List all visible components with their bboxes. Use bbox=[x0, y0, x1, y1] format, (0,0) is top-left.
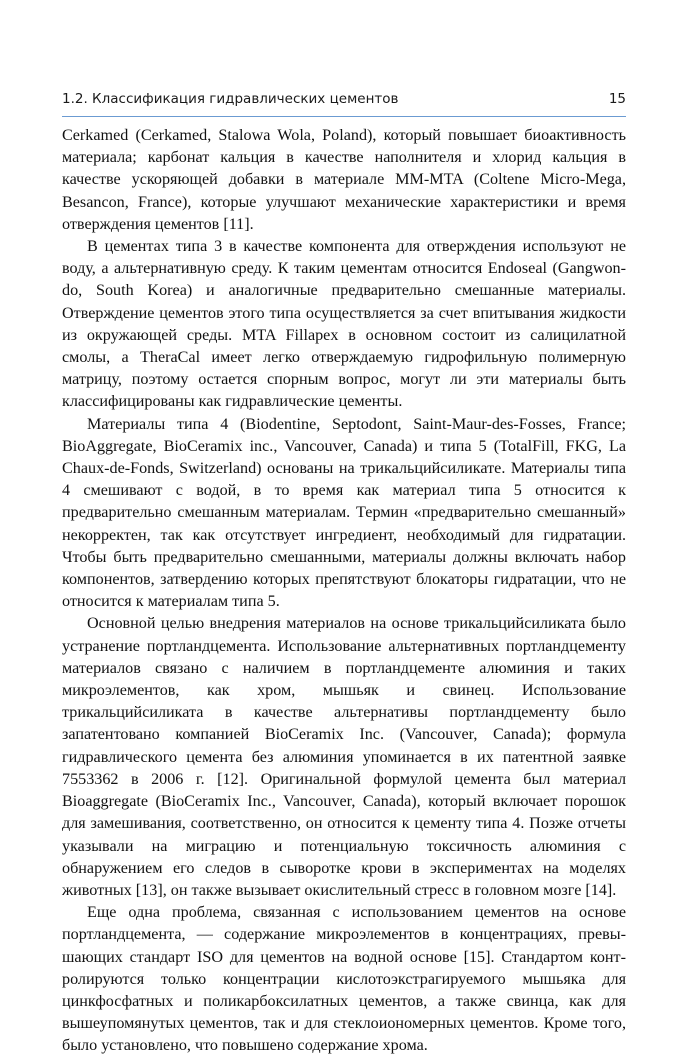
paragraph-tricalcium-silicate: Основной целью внедрения материалов на основе трикальцийсиликата было устранение портландцемента. Использование альтернативных портландцементу материалов связано с наличием в портландцементе алюминия и таких микроэлементов, как хром, мышьяк и свинец. Использование трикальцийсиликата в качестве альтернативы портландцементу было запатентовано компанией BioCeramix Inc. (Vancouver, Canada); формула гидравлического цемента без алюминия упоминается в их патентной заявке 7553362 в 2006 г. [12]. Оригинальной формулой цемента был материал Bioaggregate (BioCeramix Inc., Vancouver, Canada), который включает порошок для замешивания, соответственно, он относится к цементу типа 4. Позже отчеты указывали на миграцию и потенциальную токсичность алюминия с обнаружением его следов в сыворотке крови в экспериментах на моделях животных [13], он также вызывает окислительный стресс в головном мозге [14]. bbox=[62, 615, 626, 899]
body-text bbox=[62, 125, 626, 1058]
section-title: 1.2. Классификация гидравлических цементов bbox=[62, 91, 399, 107]
paragraph-continuation: Cerkamed (Cerkamed, Stalowa Wola, Poland), который повышает биоактивность материала; карбонат кальция в качестве наполнителя и хлорид кальция в качестве ускоряющей добавки в материале MM-MTA (Coltene Micro-Mega, Besancon, France), которые улучшают механические характеристики и время отверждения цементов [11]. bbox=[62, 127, 626, 233]
page-number: 15 bbox=[608, 91, 626, 107]
running-header bbox=[62, 91, 626, 113]
paragraph-type-4-5-materials: Материалы типа 4 (Biodentine, Septodont, Saint-Maur-des-Fosses, France; BioAggregate, BioCeramix inc., Vancouver, Canada) и типа 5 (TotalFill, FKG, La Chaux-de-Fonds, Switzerland) основаны на трикальцийсиликате. Материалы типа 4 смешивают с водой, в то время как материал типа 5 относится к предварительно смешанным материалам. Термин «предварительно смешанный» некорректен, так как отсутствует ингредиент, необходимый для гидратации. Чтобы быть предварительно смешанными, материалы должны включать набор компонентов, затвердению которых препятствуют блокаторы гидратации, что не относится к материалам типа 5. bbox=[62, 415, 626, 611]
paragraph-type-3-cements: В цементах типа 3 в качестве компонента для отверждения используют не воду, а альтернативную среду. К таким цементам относится Endoseal (Gangwon-do, South Korea) и аналогичные предварительно смешанные материалы. Отверждение цементов этого типа осуществляется за счет впитывания жидкости из окружающей среды. MTA Fillapex в основном состоит из салицилатной смолы, а TheraCal имеет легко отверждаемую гидрофильную полимерную матрицу, поэтому остается спорным вопрос, могут ли эти материалы быть классифицированы как гидравлические цементы. bbox=[62, 238, 626, 411]
paragraph-trace-elements: Еще одна проблема, связанная с использованием цементов на основе портландцемента, — содержание микроэлементов в концентрациях, превышающих стандарт ISO для цементов на водной основе [15]. Стандартом контролируются только концентрации кислотоэкстрагируемого мышьяка для цинкфосфатных и поликарбоксилатных цементов, а также свинца, как для вышеупомянутых цементов, так и для стеклоиономерных цементов. Кроме того, было установлено, что повышено содержание хрома. bbox=[62, 904, 626, 1055]
header-divider bbox=[62, 116, 626, 117]
